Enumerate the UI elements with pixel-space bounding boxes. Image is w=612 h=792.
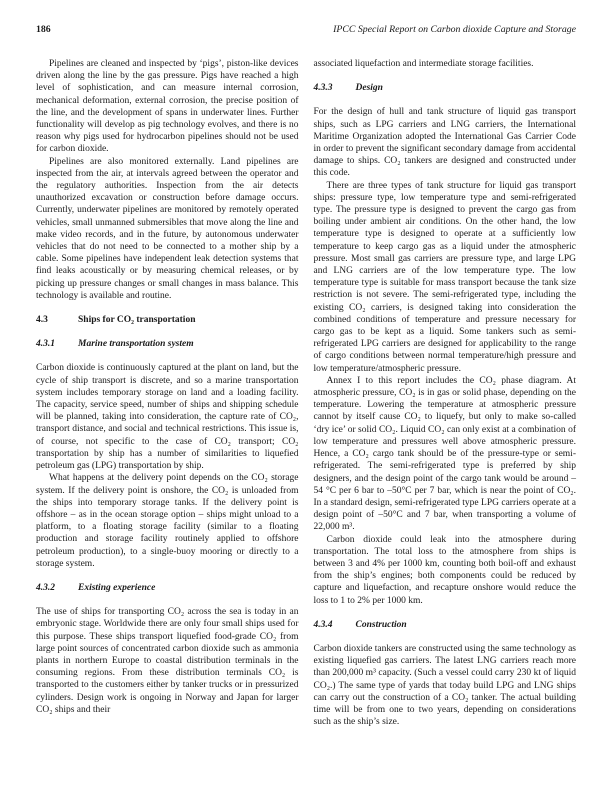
paragraph-leakage: Carbon dioxide could leak into the atmosphere during transportation. The total loss to the atmosphere from ships is between 3 and 4% per 1000 km, counting both boil-off and exhaust from the ship’s engines; both components could be reduced by capture and liquefaction, and recapture onshore would reduce the loss to 1 to 2% per 1000 km.: [313, 534, 576, 606]
section-number: 4.3.1: [36, 339, 55, 350]
two-column-body: [36, 58, 576, 728]
paragraph-pipelines-monitored: Pipelines are also monitored externally. Land pipelines are inspected from the air, at intervals agreed between the operator and the regulatory authorities. Inspection from the air detects unauthorized excavation or construction before damage occurs. Currently, underwater pipelines are monitored by remotely operated vehicles, small unmanned submersibles that move along the line and make video records, and in the future, by autonomous underwater vehicles that do not need to be connected to a mother ship by a cable. Some pipelines have independent leak detection systems that find leaks acoustically or by measuring chemical releases, or by picking up pressure changes or small changes in mass balance. This technology is available and routine.: [36, 156, 299, 301]
section-number: 4.3.2: [36, 582, 55, 593]
paragraph-phase-diagram: Annex I to this report includes the CO₂ phase diagram. At atmospheric pressure, CO₂ is in gas or solid phase, depending on the temperature. Lowering the temperature at atmospheric pressure cannot by itself cause CO₂ to liquefy, but only to make so-called ‘dry ice’ or solid CO₂. Liquid CO₂ can only exist at a combination of low temperature and pressures well above atmospheric pressure. Hence, a CO₂ cargo tank should be of the pressure-type or semi-refrigerated. The semi-refrigerated type is preferred by ship designers, and the design point of the cargo tank would be around –54 °C per 6 bar to –50°C per 7 bar, which is near the point of CO₂. In a standard design, semi-refrigerated type LPG carriers operate at a design point of –50°C and 7 bar, when transporting a volume of 22,000 m³.: [313, 375, 576, 533]
section-number: 4.3: [36, 315, 48, 326]
paragraph-tank-types: There are three types of tank structure for liquid gas transport ships: pressure type, low temperature type and semi-refrigerated type. The pressure type is designed to prevent the cargo gas from boiling under ambient air conditions. On the other hand, the low temperature type is designed to operate at a sufficiently low temperature to keep cargo gas as a liquid under the atmospheric pressure. Most small gas carriers are pressure type, and large LPG and LNG carriers are of the low temperature type. The low temperature type is suitable for mass transport because the tank size restriction is not severe. The semi-refrigerated type, including the existing CO₂ carriers, is designed taking into consideration the combined conditions of temperature and pressure necessary for cargo gas to be kept as a liquid. Some tankers such as semi-refrigerated LPG carriers are designed for applicability to the range of cargo conditions between normal temperature/high pressure and low temperature/atmospheric pressure.: [313, 180, 576, 374]
section-title: Construction: [355, 619, 407, 630]
section-number: 4.3.3: [313, 83, 333, 94]
section-number: 4.3.4: [313, 619, 333, 630]
paragraph-existing-experience: The use of ships for transporting CO₂ across the sea is today in an embryonic stage. Worldwide there are only four small ships used for this purpose. These ships transport liquefied food-grade CO₂ from large point sources of concentrated carbon dioxide such as ammonia plants in northern Europe to coastal distribution terminals in the consuming regions. From these distribution terminals CO₂ is transported to the customers either by tanker trucks or in pressurized cylinders. Design work is ongoing in Norway and Japan for larger CO₂ ships and their: [36, 607, 299, 715]
running-title: IPCC Special Report on Carbon dioxide Capture and Storage: [333, 24, 576, 35]
paragraph-marine-system: Carbon dioxide is continuously captured at the plant on land, but the cycle of ship transport is discrete, and so a marine transportation system includes temporary storage on land and a loading facility. The capacity, service speed, number of ships and shipping schedule will be planned, taking into consideration, the capture rate of CO₂, transport distance, and social and technical restrictions. This issue is, of course, not specific to the case of CO₂ transport; CO₂ transportation by ship has a number of similarities to liquefied petroleum gas (LPG) transportation by ship.: [36, 363, 299, 472]
left-column: [36, 58, 299, 728]
section-title: Ships for CO₂ transportation: [78, 315, 196, 326]
page-header: [36, 24, 576, 36]
paragraph-pipelines-pigs: Pipelines are cleaned and inspected by ‘pigs’, piston-like devices driven along the line by the gas pressure. Pigs have reached a high level of sophistication, and can measure internal corrosion, mechanical deformation, external corrosion, the precise position of the line, and the development of spans in underwater lines. Further functionality will develop as pig technology evolves, and there is no reason why pigs used for hydrocarbon pipelines should not be used for carbon dioxide.: [36, 59, 299, 155]
section-heading-4-3-1: [36, 338, 299, 350]
right-column: [314, 58, 577, 728]
section-title: Design: [355, 83, 383, 94]
paragraph-continuation: associated liquefaction and intermediate storage facilities.: [313, 59, 534, 69]
section-title: Existing experience: [78, 582, 156, 593]
section-heading-4-3-3: [314, 82, 577, 94]
page-number: 186: [36, 24, 51, 35]
section-heading-4-3-2: [36, 582, 299, 594]
paragraph-design-code: For the design of hull and tank structure of liquid gas transport ships, such as LPG carriers and LNG carriers, the International Maritime Organization adopted the International Gas Carrier Code in order to prevent the significant secondary damage from accidental damage to ships. CO₂ tankers are designed and constructed under this code.: [313, 107, 576, 179]
paragraph-construction: Carbon dioxide tankers are constructed using the same technology as existing liquefied gas carriers. The latest LNG carriers reach more than 200,000 m³ capacity. (Such a vessel could carry 230 kt of liquid CO₂.) The same type of yards that today build LPG and LNG ships can carry out the construction of a CO₂ tanker. The actual building time will be from one to two years, depending on considerations such as the ship’s size.: [313, 643, 576, 728]
section-title: Marine transportation system: [78, 339, 194, 350]
section-heading-4-3-4: [314, 619, 577, 631]
paragraph-delivery-point: What happens at the delivery point depends on the CO₂ storage system. If the delivery point is onshore, the CO₂ is unloaded from the ships into temporary storage tanks. If the delivery point is offshore – as in the ocean storage option – ships might unload to a platform, to a floating storage facility (similar to a floating production and storage facility routinely applied to offshore petroleum production), to a single-buoy mooring or directly to a storage system.: [36, 473, 299, 569]
section-heading-4-3: [36, 314, 299, 326]
